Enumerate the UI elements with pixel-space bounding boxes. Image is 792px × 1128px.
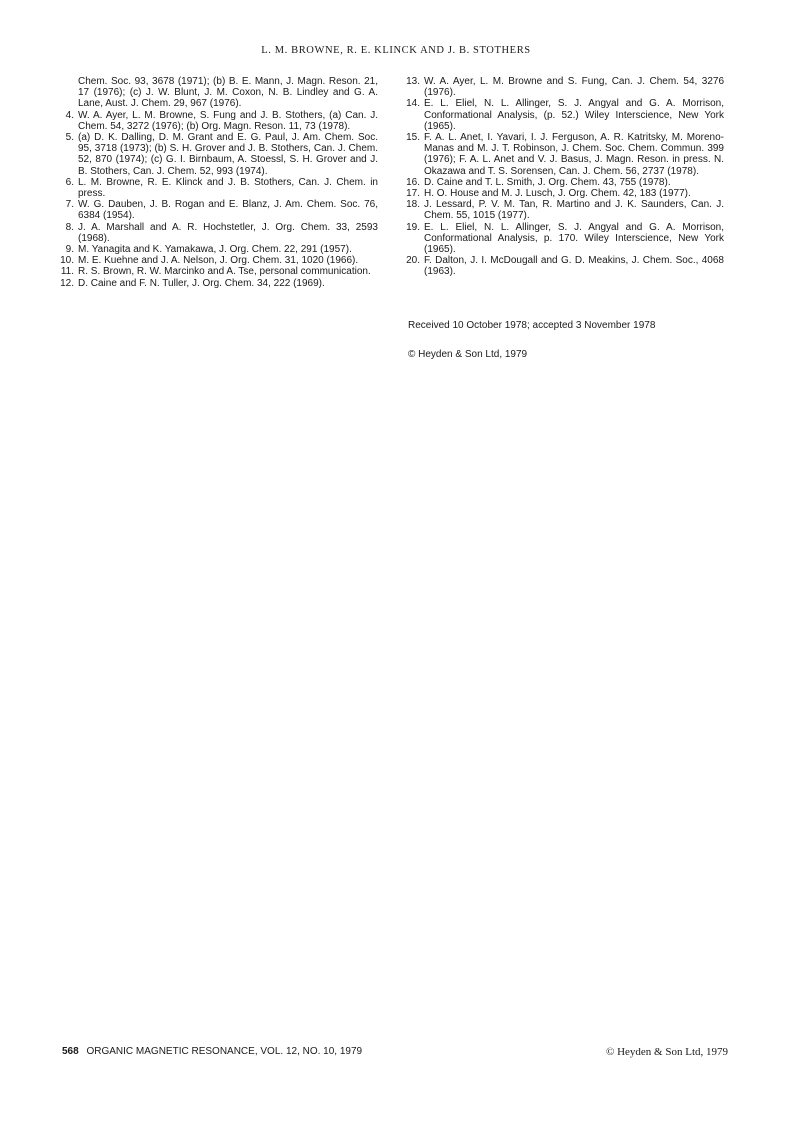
reference-item xyxy=(62,199,378,221)
reference-number: 6. xyxy=(65,176,74,188)
reference-text: H. O. House and M. J. Lusch, J. Org. Chem. 42, 183 (1977). xyxy=(424,188,691,200)
reference-item xyxy=(62,222,378,244)
reference-number: 10. xyxy=(60,255,74,267)
reference-number: 15. xyxy=(406,132,420,144)
references-column-right xyxy=(408,76,724,278)
reference-text: F. Dalton, J. I. McDougall and G. D. Meakins, J. Chem. Soc., 4068 (1963). xyxy=(424,255,724,278)
page-footer xyxy=(62,1046,728,1060)
reference-item xyxy=(408,177,724,188)
reference-text: F. A. L. Anet, I. Yavari, I. J. Ferguson, A. R. Katritsky, M. Moreno-Manas and M. J. T. Robinson, J. Chem. Soc. Chem. Commun. 399 (1976); F. A. L. Anet and V. J. Basus, J. Magn. Reson. in press. N. Okazawa and T. S. Sorensen, Can. J. Chem. 56, 2737 (1978). xyxy=(424,132,724,177)
reference-item xyxy=(408,255,724,277)
reference-text: R. S. Brown, R. W. Marcinko and A. Tse, personal communication. xyxy=(78,266,371,278)
reference-text: D. Caine and T. L. Smith, J. Org. Chem. 43, 755 (1978). xyxy=(424,176,671,188)
reference-text: J. A. Marshall and A. R. Hochstetler, J. Org. Chem. 33, 2593 (1968). xyxy=(78,221,378,244)
reference-number: 16. xyxy=(406,176,420,188)
reference-text: M. Yanagita and K. Yamakawa, J. Org. Chem. 22, 291 (1957). xyxy=(78,244,352,256)
reference-number: 20. xyxy=(406,255,420,267)
reference-item xyxy=(62,76,378,110)
reference-item xyxy=(62,177,378,199)
reference-number: 12. xyxy=(60,277,74,289)
reference-item xyxy=(62,255,378,266)
received-dates: Received 10 October 1978; accepted 3 November 1978 xyxy=(408,320,656,331)
reference-text: E. L. Eliel, N. L. Allinger, S. J. Angyal and G. A. Morrison, Conformational Analysis, p. 170. Wiley Interscience, New York (1965). xyxy=(424,221,724,256)
reference-number: 14. xyxy=(406,98,420,110)
reference-number: 4. xyxy=(65,109,74,121)
page-number: 568 xyxy=(62,1046,79,1057)
footer-copyright: © Heyden & Son Ltd, 1979 xyxy=(605,1046,728,1058)
journal-citation: ORGANIC MAGNETIC RESONANCE, VOL. 12, NO. 10, 1979 xyxy=(86,1046,363,1057)
reference-item xyxy=(408,76,724,98)
reference-number: 8. xyxy=(65,221,74,233)
reference-number: 13. xyxy=(406,76,420,87)
reference-text: Chem. Soc. 93, 3678 (1971); (b) B. E. Mann, J. Magn. Reson. 21, 17 (1976); (c) J. W. Blunt, J. M. Coxon, N. B. Lindley and G. A. Lane, Aust. J. Chem. 29, 967 (1976). xyxy=(78,76,378,110)
running-header xyxy=(0,45,792,56)
footer-journal-info xyxy=(62,1046,362,1057)
reference-item xyxy=(62,110,378,132)
reference-text: W. A. Ayer, L. M. Browne and S. Fung, Can. J. Chem. 54, 3276 (1976). xyxy=(424,76,724,99)
article-copyright: © Heyden & Son Ltd, 1979 xyxy=(408,349,528,360)
reference-number: 17. xyxy=(406,188,420,200)
reference-number: 5. xyxy=(65,132,74,144)
reference-item xyxy=(408,199,724,221)
running-title: L. M. BROWNE, R. E. KLINCK AND J. B. STOTHERS xyxy=(261,45,531,56)
reference-item xyxy=(408,222,724,256)
reference-item xyxy=(62,278,378,289)
reference-item xyxy=(408,132,724,177)
reference-number: 9. xyxy=(65,244,74,256)
reference-number: 19. xyxy=(406,221,420,233)
reference-text: M. E. Kuehne and J. A. Nelson, J. Org. Chem. 31, 1020 (1966). xyxy=(78,255,359,267)
references-column-left xyxy=(62,76,378,289)
reference-text: E. L. Eliel, N. L. Allinger, S. J. Angyal and G. A. Morrison, Conformational Analysis, (p. 52.) Wiley Interscience, New York (1965). xyxy=(424,98,724,132)
reference-item xyxy=(62,244,378,255)
reference-number: 11. xyxy=(60,266,74,278)
reference-text: D. Caine and F. N. Tuller, J. Org. Chem. 34, 222 (1969). xyxy=(78,277,325,289)
reference-text: W. A. Ayer, L. M. Browne, S. Fung and J. B. Stothers, (a) Can. J. Chem. 54, 3272 (1976); (b) Org. Magn. Reson. 11, 73 (1978). xyxy=(78,109,378,132)
reference-item xyxy=(408,98,724,132)
reference-item xyxy=(408,188,724,199)
reference-item xyxy=(62,266,378,277)
reference-item xyxy=(62,132,378,177)
reference-number: 18. xyxy=(406,199,420,211)
reference-number: 7. xyxy=(65,199,74,211)
reference-text: L. M. Browne, R. E. Klinck and J. B. Stothers, Can. J. Chem. in press. xyxy=(78,176,378,200)
reference-text: J. Lessard, P. V. M. Tan, R. Martino and J. K. Saunders, Can. J. Chem. 55, 1015 (1977). xyxy=(424,199,724,222)
reference-text: (a) D. K. Dalling, D. M. Grant and E. G. Paul, J. Am. Chem. Soc. 95, 3718 (1973); (b) S. H. Grover and J. B. Stothers, Can. J. Chem. 52, 870 (1974); (c) G. I. Birnbaum, A. Stoessl, S. H. Grover and J. B. Stothers, Can. J. Chem. 52, 993 (1974). xyxy=(78,132,378,177)
reference-text: W. G. Dauben, J. B. Rogan and E. Blanz, J. Am. Chem. Soc. 76, 6384 (1954). xyxy=(78,199,378,222)
